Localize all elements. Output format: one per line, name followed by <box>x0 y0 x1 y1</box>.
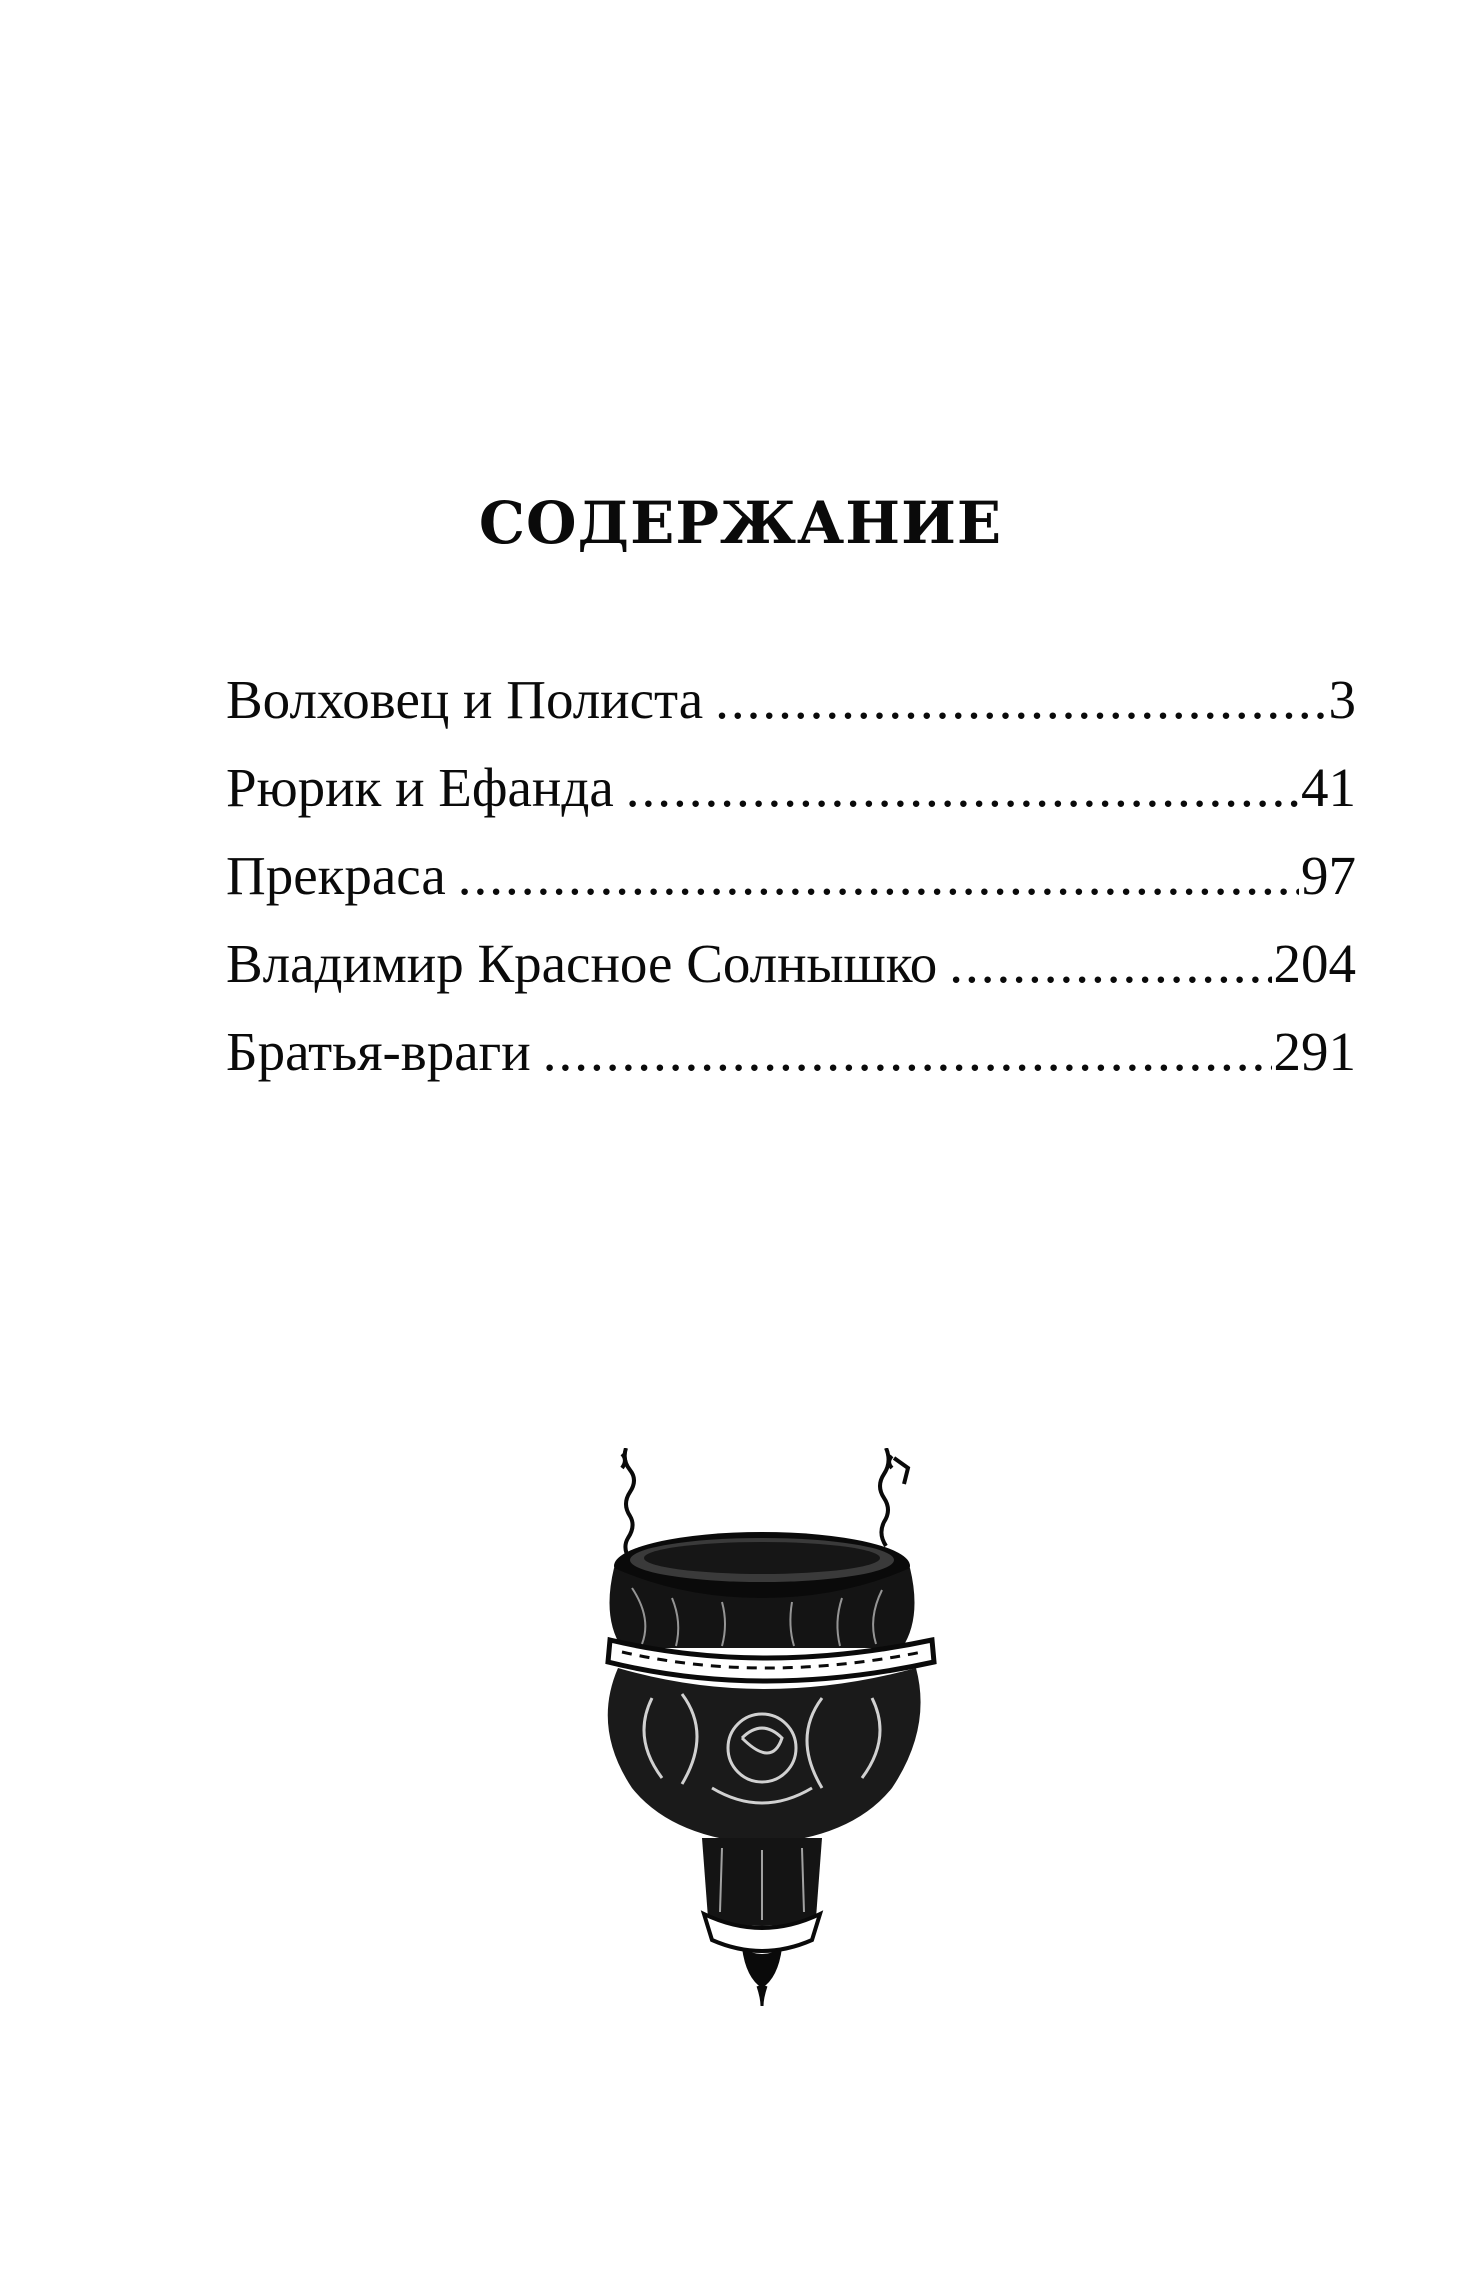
toc-page-number: 3 <box>1328 669 1356 730</box>
toc-entry[interactable] <box>226 832 1356 920</box>
toc-page-number: 97 <box>1301 845 1356 906</box>
toc-entry-title: Рюрик и Ефанда <box>226 757 614 818</box>
toc-entry[interactable] <box>226 656 1356 744</box>
dot-leader <box>715 656 1326 744</box>
toc-entry-title: Владимир Красное Солнышко <box>226 933 938 994</box>
dot-leader <box>949 920 1271 1008</box>
toc-entry-title: Прекраса <box>226 845 446 906</box>
toc-page-number: 291 <box>1273 1021 1356 1082</box>
toc-entry-title: Волховец и Полиста <box>226 669 704 730</box>
toc-entry[interactable] <box>226 1008 1356 1096</box>
toc-page-number: 204 <box>1273 933 1356 994</box>
dot-leader <box>458 832 1299 920</box>
toc-entry[interactable] <box>226 744 1356 832</box>
toc-entry[interactable] <box>226 920 1356 1008</box>
toc-page-number: 41 <box>1301 757 1356 818</box>
toc-entry-title: Братья-враги <box>226 1021 531 1082</box>
page-title: СОДЕРЖАНИЕ <box>478 489 1003 557</box>
dot-leader <box>626 744 1299 832</box>
dot-leader <box>543 1008 1272 1096</box>
hanging-icon-lamp-icon <box>592 1448 1012 2008</box>
table-of-contents <box>226 656 1356 1096</box>
